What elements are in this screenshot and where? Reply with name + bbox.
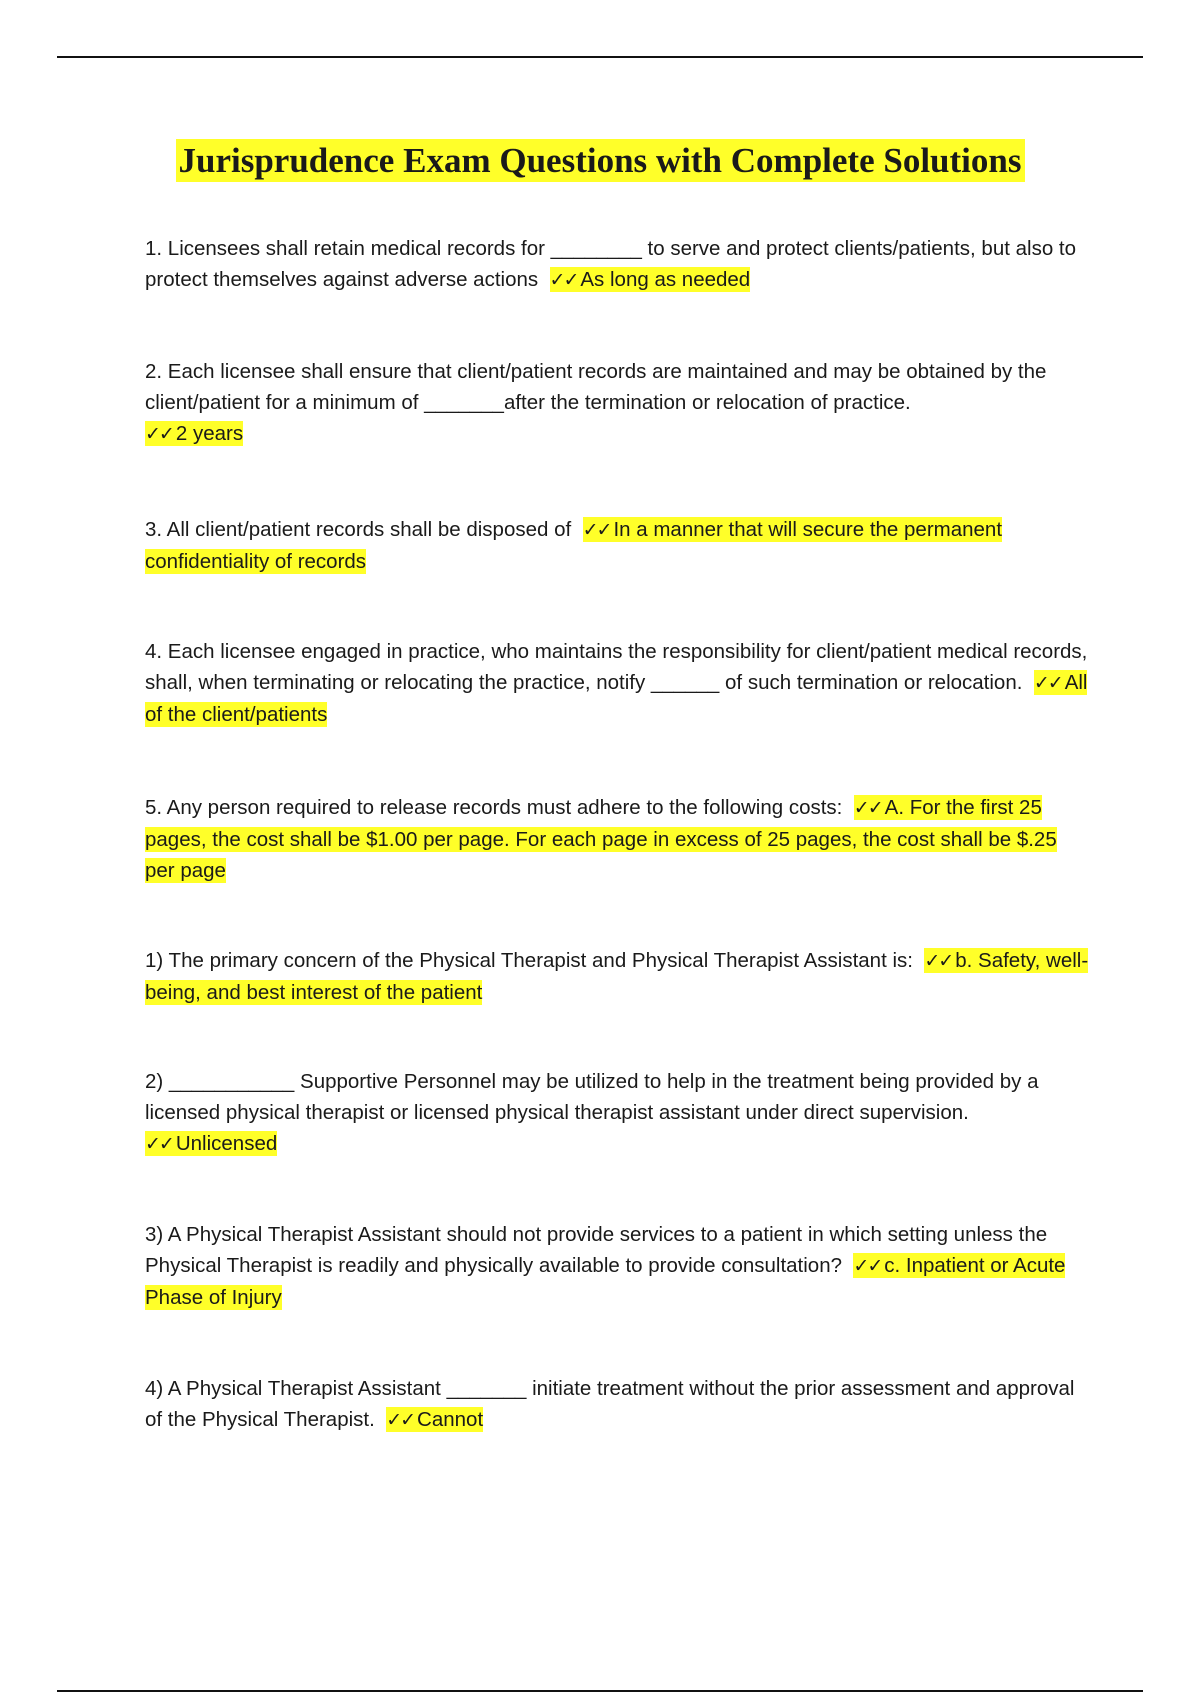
qa-item-4 (145, 636, 1090, 730)
question-text: 1. Licensees shall retain medical records for ________ to serve and protect clients/patients, but also to protect themselves against adverse actions (145, 237, 1077, 291)
answer-text: A. For the first 25 pages, the cost shall be $1.00 per page. For each page in excess of 25 pages, the cost shall be $.25 per page (145, 796, 1057, 882)
check-icon: ✓✓ (853, 797, 882, 819)
check-icon: ✓✓ (549, 269, 578, 291)
answer-text: c. Inpatient or Acute Phase of Injury (145, 1254, 1066, 1309)
qa-item-2 (145, 356, 1090, 450)
qa-item-1 (145, 233, 1090, 296)
answer-highlight (145, 421, 243, 446)
answer-highlight (550, 267, 751, 292)
check-icon: ✓✓ (853, 1255, 882, 1277)
qa-item-3 (145, 514, 1090, 577)
check-icon: ✓✓ (145, 423, 173, 445)
top-rule (57, 56, 1143, 58)
check-icon: ✓✓ (924, 950, 953, 972)
answer-text: Cannot (417, 1408, 484, 1431)
question-text: 3. All client/patient records shall be disposed of (145, 518, 572, 541)
qa-item-6 (145, 945, 1090, 1008)
check-icon: ✓✓ (582, 519, 611, 541)
qa-item-7 (145, 1066, 1090, 1160)
question-text: 4) A Physical Therapist Assistant _______ initiate treatment without the prior assessment and approval of the Physical Therapist. (145, 1377, 1075, 1431)
document-title: Jurisprudence Exam Questions with Complete Solutions (0, 140, 1200, 182)
question-text: 2) ___________ Supportive Personnel may be utilized to help in the treatment being provided by a licensed physical therapist or licensed physical therapist assistant under direct supervision. (145, 1070, 1039, 1124)
check-icon: ✓✓ (145, 1133, 173, 1155)
qa-item-9 (145, 1373, 1090, 1436)
question-text: 5. Any person required to release records must adhere to the following costs: (145, 796, 843, 819)
answer-text: In a manner that will secure the permanent confidentiality of records (145, 518, 1003, 573)
qa-item-8 (145, 1219, 1090, 1313)
question-text: 2. Each licensee shall ensure that client/patient records are maintained and may be obtained by the client/patient for a minimum of _______after the termination or relocation of practice. (145, 360, 1047, 414)
answer-text: 2 years (175, 422, 244, 445)
qa-item-5 (145, 792, 1090, 886)
bottom-rule (57, 1690, 1143, 1692)
question-text: 1) The primary concern of the Physical Therapist and Physical Therapist Assistant is: (145, 949, 913, 972)
answer-text: Unlicensed (175, 1132, 278, 1155)
check-icon: ✓✓ (386, 1409, 415, 1431)
answer-text: As long as needed (580, 268, 751, 291)
question-text: 3) A Physical Therapist Assistant should not provide services to a patient in which setting unless the Physical Therapist is readily and physically available to provide consultation? (145, 1223, 1048, 1277)
check-icon: ✓✓ (1033, 672, 1062, 694)
answer-text: All of the client/patients (145, 671, 1088, 726)
answer-highlight (145, 1131, 277, 1156)
answer-highlight (386, 1407, 483, 1432)
question-text: 4. Each licensee engaged in practice, who maintains the responsibility for client/patient medical records, shall, when terminating or relocating the practice, notify ______ of such termination or relocation. (145, 640, 1088, 694)
answer-text: b. Safety, well-being, and best interest of the patient (145, 949, 1089, 1004)
